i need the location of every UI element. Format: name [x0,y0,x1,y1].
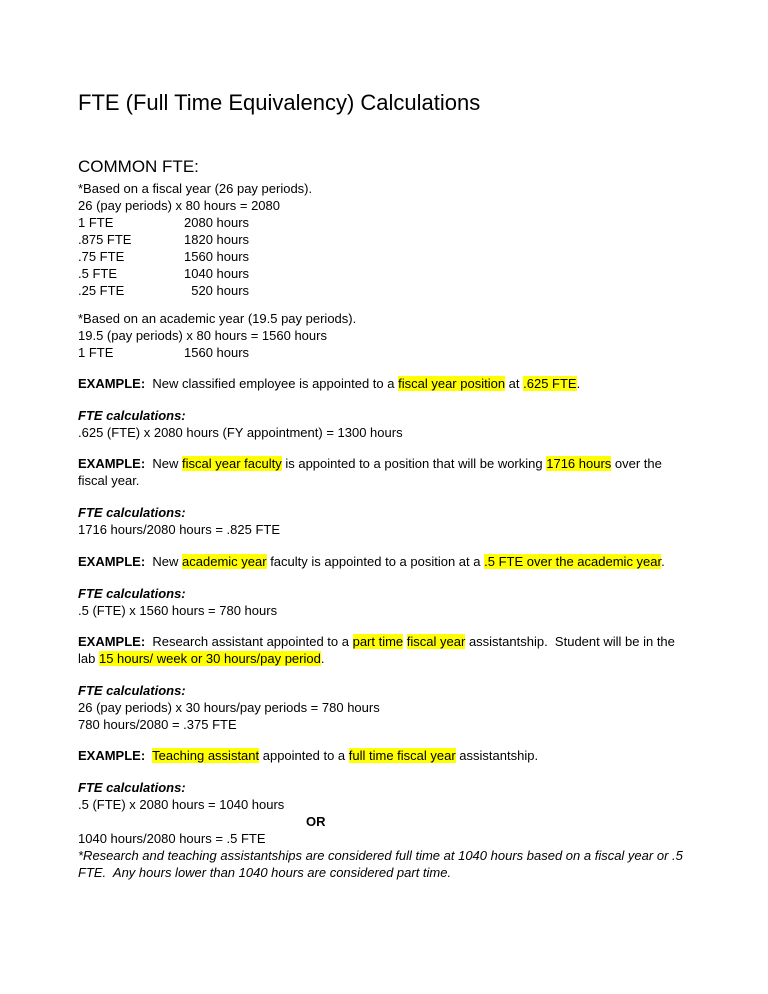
highlight: part time [352,634,404,649]
calc-label: FTE calculations: [78,780,186,795]
calc-line: 26 (pay periods) x 30 hours/pay periods = 780 hours [78,700,380,715]
fte-value: 1 FTE [78,345,114,360]
calc-line: 780 hours/2080 = .375 FTE [78,717,237,732]
calc-line: .5 (FTE) x 2080 hours = 1040 hours [78,797,285,812]
example-label: EXAMPLE: [78,634,146,649]
hours-value: 520 hours [184,283,250,298]
highlight: fiscal year position [398,376,506,391]
calc-line: .5 (FTE) x 1560 hours = 780 hours [78,603,278,618]
example-text: lab [78,651,99,666]
calc-line: .625 (FTE) x 2080 hours (FY appointment) = 1300 hours [78,425,403,440]
example-text: . [576,376,581,391]
example-text: appointed to a [259,748,349,763]
example-label: EXAMPLE: [78,554,146,569]
calc-label: FTE calculations: [78,683,186,698]
academic-note: *Based on an academic year (19.5 pay periods). [78,311,357,326]
assistantship-note: FTE. Any hours lower than 1040 hours are considered part time. [78,865,452,880]
highlight: Teaching assistant [152,748,260,763]
fiscal-row [78,282,250,299]
example-text: fiscal year. [78,473,140,488]
example-text: faculty is appointed to a position at a [266,554,485,569]
example-text: New [152,456,183,471]
or-label: OR [306,814,326,829]
page-title: FTE (Full Time Equivalency) Calculations [78,90,481,115]
example-text: at [505,376,524,391]
hours-value: 1820 hours [184,232,250,247]
highlight: .625 FTE [523,376,577,391]
calc-line: 1040 hours/2080 hours = .5 FTE [78,831,266,846]
highlight: 1716 hours [546,456,612,471]
example-2 [78,455,662,472]
example-text: Research assistant appointed to a [152,634,353,649]
example-5 [78,747,538,764]
example-text: New classified employee is appointed to a [152,376,399,391]
example-4 [78,633,675,650]
example-1 [78,375,580,392]
hours-value: 1560 hours [184,345,250,360]
example-text: . [661,554,665,569]
fiscal-row [78,265,250,282]
example-label: EXAMPLE: [78,456,146,471]
fte-value: 1 FTE [78,215,114,230]
example-label: EXAMPLE: [78,748,146,763]
calc-label: FTE calculations: [78,408,186,423]
highlight: 15 hours/ week or 30 hours/pay period [98,651,321,666]
academic-row [78,344,250,361]
fte-value: .875 FTE [78,232,132,247]
example-label: EXAMPLE: [78,376,146,391]
calc-label: FTE calculations: [78,586,186,601]
fiscal-note: *Based on a fiscal year (26 pay periods). [78,181,313,196]
fiscal-formula: 26 (pay periods) x 80 hours = 2080 [78,198,280,213]
example-4-line2 [78,650,324,667]
calc-label: FTE calculations: [78,505,186,520]
example-text: assistantship. Student will be in the [465,634,675,649]
calc-line: 1716 hours/2080 hours = .825 FTE [78,522,280,537]
assistantship-note: *Research and teaching assistantships are considered full time at 1040 hours based on a fiscal year or .5 [78,848,683,863]
hours-value: 2080 hours [184,215,250,230]
example-text: over the [611,456,662,471]
academic-formula: 19.5 (pay periods) x 80 hours = 1560 hours [78,328,327,343]
hours-value: 1040 hours [184,266,250,281]
fiscal-row [78,231,250,248]
fte-value: .75 FTE [78,249,125,264]
example-text: is appointed to a position that will be working [281,456,547,471]
fte-value: .25 FTE [78,283,125,298]
highlight: academic year [182,554,267,569]
fiscal-row [78,248,250,265]
common-fte-heading: COMMON FTE: [78,157,199,176]
fte-value: .5 FTE [78,266,118,281]
hours-value: 1560 hours [184,249,250,264]
example-text: New [152,554,183,569]
fiscal-row [78,214,250,231]
highlight: full time fiscal year [348,748,456,763]
highlight: fiscal year faculty [182,456,282,471]
highlight: fiscal year [406,634,466,649]
highlight: .5 FTE over the academic year [484,554,662,569]
example-text: assistantship. [455,748,539,763]
example-3 [78,553,665,570]
example-text: . [320,651,325,666]
